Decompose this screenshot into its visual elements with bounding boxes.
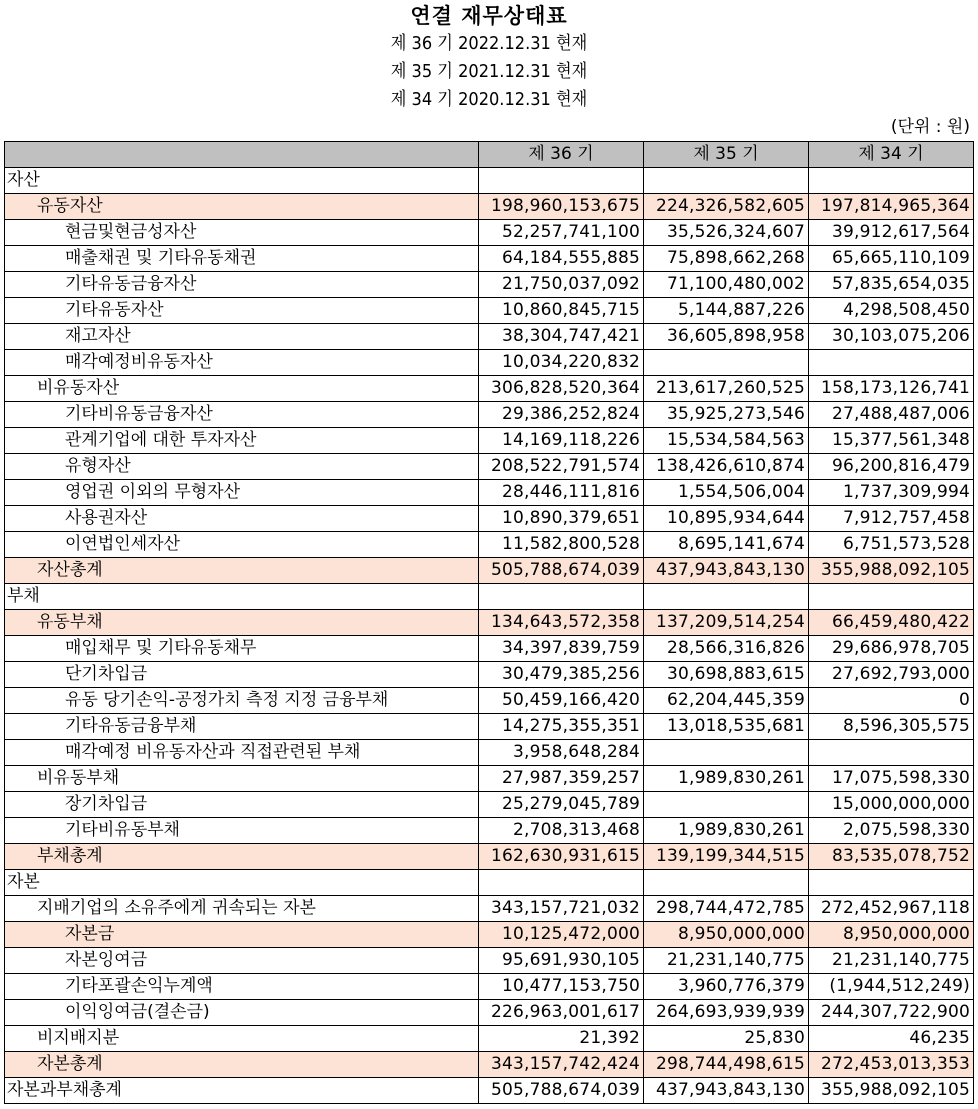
cell-period-36: 2,708,313,468 — [479, 818, 644, 844]
row-label: 장기차입금 — [5, 792, 479, 818]
cell-period-34: 197,814,965,364 — [809, 194, 974, 220]
cell-period-35: 75,898,662,268 — [644, 246, 809, 272]
table-row — [5, 1026, 974, 1052]
table-row — [5, 324, 974, 350]
cell-period-34: (1,944,512,249) — [809, 974, 974, 1000]
table-row — [5, 870, 974, 896]
cell-period-35: 36,605,898,958 — [644, 324, 809, 350]
table-row — [5, 662, 974, 688]
cell-period-34: 15,377,561,348 — [809, 428, 974, 454]
row-label: 영업권 이외의 무형자산 — [5, 480, 479, 506]
cell-period-34 — [809, 870, 974, 896]
cell-period-34: 272,453,013,353 — [809, 1052, 974, 1078]
cell-period-36: 505,788,674,039 — [479, 558, 644, 584]
table-row — [5, 922, 974, 948]
column-header-period-34: 제 34 기 — [809, 142, 974, 168]
cell-period-34: 158,173,126,741 — [809, 376, 974, 402]
cell-period-35: 8,950,000,000 — [644, 922, 809, 948]
cell-period-34: 17,075,598,330 — [809, 766, 974, 792]
table-body — [5, 168, 974, 1104]
column-header-period-36: 제 36 기 — [479, 142, 644, 168]
balance-sheet-table — [4, 141, 974, 1104]
table-row — [5, 532, 974, 558]
row-label: 기타유동자산 — [5, 298, 479, 324]
row-label: 비유동부채 — [5, 766, 479, 792]
cell-period-36: 95,691,930,105 — [479, 948, 644, 974]
table-row — [5, 1052, 974, 1078]
cell-period-35: 138,426,610,874 — [644, 454, 809, 480]
cell-period-35 — [644, 584, 809, 610]
period-36: 제 36 기 2022.12.31 현재 — [390, 33, 588, 54]
cell-period-36: 27,987,359,257 — [479, 766, 644, 792]
cell-period-36: 29,386,252,824 — [479, 402, 644, 428]
cell-period-36: 10,477,153,750 — [479, 974, 644, 1000]
table-row — [5, 480, 974, 506]
table-header-row — [5, 142, 974, 168]
cell-period-36: 14,275,355,351 — [479, 714, 644, 740]
row-label: 매각예정비유동자산 — [5, 350, 479, 376]
table-row — [5, 272, 974, 298]
cell-period-34: 65,665,110,109 — [809, 246, 974, 272]
cell-period-36: 30,479,385,256 — [479, 662, 644, 688]
cell-period-34: 96,200,816,479 — [809, 454, 974, 480]
table-row — [5, 350, 974, 376]
table-row — [5, 428, 974, 454]
cell-period-35: 137,209,514,254 — [644, 610, 809, 636]
cell-period-34 — [809, 740, 974, 766]
cell-period-36: 343,157,742,424 — [479, 1052, 644, 1078]
cell-period-34: 7,912,757,458 — [809, 506, 974, 532]
cell-period-36: 52,257,741,100 — [479, 220, 644, 246]
cell-period-35: 35,526,324,607 — [644, 220, 809, 246]
table-row — [5, 636, 974, 662]
cell-period-35: 5,144,887,226 — [644, 298, 809, 324]
cell-period-36: 11,582,800,528 — [479, 532, 644, 558]
cell-period-36 — [479, 870, 644, 896]
cell-period-35 — [644, 792, 809, 818]
row-label: 비유동자산 — [5, 376, 479, 402]
cell-period-36 — [479, 584, 644, 610]
row-label: 자산 — [5, 168, 479, 194]
row-label: 단기차입금 — [5, 662, 479, 688]
table-row — [5, 454, 974, 480]
table-row — [5, 766, 974, 792]
cell-period-34: 355,988,092,105 — [809, 558, 974, 584]
period-34: 제 34 기 2020.12.31 현재 — [390, 89, 588, 110]
cell-period-36: 306,828,520,364 — [479, 376, 644, 402]
row-label: 기타비유동금융자산 — [5, 402, 479, 428]
cell-period-34: 244,307,722,900 — [809, 1000, 974, 1026]
cell-period-35: 15,534,584,563 — [644, 428, 809, 454]
cell-period-36: 3,958,648,284 — [479, 740, 644, 766]
cell-period-36: 343,157,721,032 — [479, 896, 644, 922]
cell-period-35 — [644, 870, 809, 896]
table-row — [5, 220, 974, 246]
cell-period-36: 10,034,220,832 — [479, 350, 644, 376]
cell-period-36: 64,184,555,885 — [479, 246, 644, 272]
row-label: 이연법인세자산 — [5, 532, 479, 558]
cell-period-34: 21,231,140,775 — [809, 948, 974, 974]
cell-period-35 — [644, 350, 809, 376]
cell-period-36: 21,750,037,092 — [479, 272, 644, 298]
cell-period-35: 1,554,506,004 — [644, 480, 809, 506]
cell-period-35: 71,100,480,002 — [644, 272, 809, 298]
cell-period-34: 27,692,793,000 — [809, 662, 974, 688]
cell-period-35: 25,830 — [644, 1026, 809, 1052]
column-header-period-35: 제 35 기 — [644, 142, 809, 168]
cell-period-35: 62,204,445,359 — [644, 688, 809, 714]
row-label: 유동 당기손익-공정가치 측정 지정 금융부채 — [5, 688, 479, 714]
table-row — [5, 844, 974, 870]
cell-period-34: 272,452,967,118 — [809, 896, 974, 922]
period-35: 제 35 기 2021.12.31 현재 — [390, 61, 588, 82]
cell-period-34: 4,298,508,450 — [809, 298, 974, 324]
cell-period-36: 34,397,839,759 — [479, 636, 644, 662]
cell-period-34: 1,737,309,994 — [809, 480, 974, 506]
table-row — [5, 298, 974, 324]
table-row — [5, 402, 974, 428]
row-label: 자본과부채총계 — [5, 1078, 479, 1104]
row-label: 자본금 — [5, 922, 479, 948]
cell-period-36: 505,788,674,039 — [479, 1078, 644, 1104]
cell-period-34: 27,488,487,006 — [809, 402, 974, 428]
row-label: 관계기업에 대한 투자자산 — [5, 428, 479, 454]
cell-period-35 — [644, 168, 809, 194]
column-header-label — [5, 142, 479, 168]
row-label: 비지배지분 — [5, 1026, 479, 1052]
cell-period-35: 298,744,498,615 — [644, 1052, 809, 1078]
row-label: 자본잉여금 — [5, 948, 479, 974]
table-row — [5, 506, 974, 532]
cell-period-34: 8,596,305,575 — [809, 714, 974, 740]
row-label: 지배기업의 소유주에게 귀속되는 자본 — [5, 896, 479, 922]
row-label: 매입채무 및 기타유동채무 — [5, 636, 479, 662]
cell-period-34: 355,988,092,105 — [809, 1078, 974, 1104]
row-label: 기타유동금융자산 — [5, 272, 479, 298]
cell-period-35: 28,566,316,826 — [644, 636, 809, 662]
row-label: 현금및현금성자산 — [5, 220, 479, 246]
cell-period-34: 30,103,075,206 — [809, 324, 974, 350]
row-label: 사용권자산 — [5, 506, 479, 532]
cell-period-34: 6,751,573,528 — [809, 532, 974, 558]
cell-period-35 — [644, 740, 809, 766]
row-label: 유형자산 — [5, 454, 479, 480]
cell-period-34: 8,950,000,000 — [809, 922, 974, 948]
cell-period-35: 264,693,939,939 — [644, 1000, 809, 1026]
table-row — [5, 896, 974, 922]
cell-period-36 — [479, 168, 644, 194]
cell-period-34: 66,459,480,422 — [809, 610, 974, 636]
cell-period-35: 224,326,582,605 — [644, 194, 809, 220]
row-label: 자본 — [5, 870, 479, 896]
table-row — [5, 584, 974, 610]
cell-period-34: 29,686,978,705 — [809, 636, 974, 662]
cell-period-35: 1,989,830,261 — [644, 766, 809, 792]
cell-period-36: 162,630,931,615 — [479, 844, 644, 870]
table-row — [5, 818, 974, 844]
table-row — [5, 168, 974, 194]
cell-period-36: 50,459,166,420 — [479, 688, 644, 714]
unit-label: (단위 : 원) — [890, 117, 970, 137]
cell-period-34: 2,075,598,330 — [809, 818, 974, 844]
cell-period-35: 10,895,934,644 — [644, 506, 809, 532]
cell-period-34 — [809, 350, 974, 376]
cell-period-34: 39,912,617,564 — [809, 220, 974, 246]
row-label: 재고자산 — [5, 324, 479, 350]
row-label: 유동자산 — [5, 194, 479, 220]
cell-period-36: 10,125,472,000 — [479, 922, 644, 948]
document-title: 연결 재무상태표 — [410, 4, 568, 28]
row-label: 기타비유동부채 — [5, 818, 479, 844]
cell-period-36: 38,304,747,421 — [479, 324, 644, 350]
cell-period-36: 134,643,572,358 — [479, 610, 644, 636]
cell-period-36: 198,960,153,675 — [479, 194, 644, 220]
table-row — [5, 1000, 974, 1026]
row-label: 기타유동금융부채 — [5, 714, 479, 740]
table-row — [5, 1078, 974, 1104]
cell-period-36: 10,890,379,651 — [479, 506, 644, 532]
cell-period-35: 13,018,535,681 — [644, 714, 809, 740]
cell-period-35: 1,989,830,261 — [644, 818, 809, 844]
cell-period-35: 298,744,472,785 — [644, 896, 809, 922]
cell-period-34 — [809, 584, 974, 610]
cell-period-36: 21,392 — [479, 1026, 644, 1052]
cell-period-35: 437,943,843,130 — [644, 558, 809, 584]
table-row — [5, 974, 974, 1000]
row-label: 자산총계 — [5, 558, 479, 584]
cell-period-34: 57,835,654,035 — [809, 272, 974, 298]
cell-period-36: 226,963,001,617 — [479, 1000, 644, 1026]
table-row — [5, 688, 974, 714]
cell-period-35: 437,943,843,130 — [644, 1078, 809, 1104]
cell-period-35: 21,231,140,775 — [644, 948, 809, 974]
cell-period-35: 3,960,776,379 — [644, 974, 809, 1000]
cell-period-34: 0 — [809, 688, 974, 714]
table-row — [5, 376, 974, 402]
cell-period-36: 14,169,118,226 — [479, 428, 644, 454]
cell-period-36: 208,522,791,574 — [479, 454, 644, 480]
row-label: 이익잉여금(결손금) — [5, 1000, 479, 1026]
table-row — [5, 610, 974, 636]
row-label: 부채 — [5, 584, 479, 610]
row-label: 부채총계 — [5, 844, 479, 870]
cell-period-36: 28,446,111,816 — [479, 480, 644, 506]
cell-period-34: 46,235 — [809, 1026, 974, 1052]
row-label: 매각예정 비유동자산과 직접관련된 부채 — [5, 740, 479, 766]
cell-period-34: 15,000,000,000 — [809, 792, 974, 818]
table-row — [5, 740, 974, 766]
table-row — [5, 714, 974, 740]
cell-period-35: 30,698,883,615 — [644, 662, 809, 688]
table-row — [5, 792, 974, 818]
table-row — [5, 194, 974, 220]
cell-period-36: 25,279,045,789 — [479, 792, 644, 818]
table-row — [5, 558, 974, 584]
row-label: 매출채권 및 기타유동채권 — [5, 246, 479, 272]
row-label: 자본총계 — [5, 1052, 479, 1078]
cell-period-36: 10,860,845,715 — [479, 298, 644, 324]
cell-period-34 — [809, 168, 974, 194]
cell-period-35: 139,199,344,515 — [644, 844, 809, 870]
table-row — [5, 246, 974, 272]
table-row — [5, 948, 974, 974]
row-label: 기타포괄손익누계액 — [5, 974, 479, 1000]
row-label: 유동부채 — [5, 610, 479, 636]
cell-period-34: 83,535,078,752 — [809, 844, 974, 870]
cell-period-35: 35,925,273,546 — [644, 402, 809, 428]
cell-period-35: 213,617,260,525 — [644, 376, 809, 402]
cell-period-35: 8,695,141,674 — [644, 532, 809, 558]
